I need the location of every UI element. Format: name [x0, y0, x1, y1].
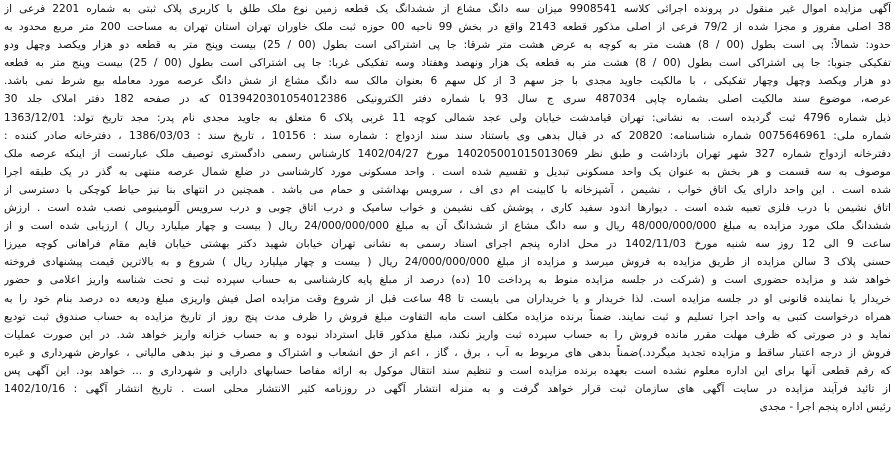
notice-line-19: نماید و در صورتی که ظرف مهلت مقرر مانده فروش را به حساب سپرده ثبت واریز نکند، مبلغ مذکور قابل استرداد نبوده و به حساب خزانه واریز خواهد شد. در این صورت عملیات [4, 328, 891, 341]
notice-line-4: تفکیکی جنوبا: جا پی اشتراکی است بطول (00 / 8) هشت متر به قطعه یک هزار ونهصد وهفتاد وسه تفکیکی غربا: جا پی اشتراکی است بطول (00 / 25) بیست وپنج متر به قطعه [4, 57, 891, 70]
notice-line-7: ذیل شماره 4796 ثبت گردیده است. به نشانی: تهران قیامدشت خیابان ولی عجد شمالی کوچه 11 غربی پلاک 6 متعلق به جاوید مجدی نام پدر: مجد تاریخ تولد: 1363/12/01 [4, 111, 891, 124]
notice-line-20: فروش از درجه اعتبار ساقط و مزایده تجدید میگردد.)ضمناً بدهی های مربوط به آب ، برق ، گاز ، اعم از حق انشعاب و اشتراک و مصرف و نیز بدهی مالیاتی ، عوارض شهرداری و غیره [4, 346, 891, 359]
notice-line-12: اتاق نشیمن با درب فلزی تعبیه شده است . دیوارها اندود سفید کاری ، پوشش کف نشیمن و خواب سامیک و درب اتاق چوبی و درب سرویس آلومینیومی نصب شده است . ارزش [4, 202, 891, 215]
notice-signature-line: رئیس اداره پنجم اجرا - مجدی [759, 401, 891, 414]
notice-line-6: عرصه، موضوع سند مالکیت اصلی بشماره چاپی 487034 سری ج سال 93 با شماره دفتر الکترونیکی 013942030105401238​6 که در صفحه 182 دفتر املاک جلد 30 [4, 93, 891, 106]
notice-line-14: ساعت 9 الی 12 روز سه شنبه مورخ 1402/11/03 در محل اداره پنجم اجرای اسناد رسمی به نشانی تهران خیابان شهید دکتر بهشتی خیابان قایم مقام فراهانی کوچه میرزا [4, 238, 891, 251]
notice-line-22: از تائید فرآیند مزایده در سایت آگهی های سازمان ثبت قرار خواهد گرفت و به منزله انتشار آگهی در روزنامه کثیر الانتشار محلی است . تاریخ انتشار آگهی : 1402/10/16 [4, 382, 891, 395]
notice-line-15: حسنی پلاک 3 سالن مزایده از طریق مزایده به فروش میرسد و مزایده از مبلغ 24/000/000/000 ریال ( بیست و چهار میلیارد ریال ) شروع و به بالاترین قیمت پیشنهادی فروخته [4, 256, 891, 269]
auction-notice-document [4, 0, 891, 471]
notice-line-17: خریدار یا نماینده قانونی او در جلسه مزایده است. لذا خریدار و یا خریداران می بایست تا 48 ساعت قبل از شروع وقت مزایده اصل فیش واریزی مبلغ ودیعه ده درصد بنام خود را به [4, 292, 891, 305]
notice-line-3: حدود: شمالاً: پی است بطول (00 / 8) هشت متر به کوچه به عرض هشت متر شرقا: جا پی اشتراکی است بطول (00 / 25) بیست وپنج متر به قطعه دو هزار ویکصد وچهل ودو [4, 39, 891, 52]
notice-line-16: خواهد شد و مزایده حضوری است و (شرکت در جلسه مزایده منوط به پرداخت 10 (ده) درصد از مبلغ پایه کارشناسی به حساب سپرده ثبت و تحت شناسه واریز اعلامی و حضور [4, 274, 891, 287]
notice-line-2: 38 اصلی مفروز و مجزا شده از 79/2 فرعی از اصلی مذکور قطعه 2143 واقع در بخش 99 ناحیه 00 حوزه ثبت ملک خاوران تهران استان تهران به مساحت 200 متر مربع محدود به [4, 21, 891, 34]
notice-line-5: دو هزار ویکصد وچهل وچهار تفکیکی ، با مالکیت جاوید مجدی با جز سهم 3 از کل سهم 6 بعنوان مالک سه دانگ مشاع از شش دانگ عرصه مورد معامله بیع شرط نمی باشد. [4, 75, 891, 88]
notice-line-9: دفترخانه ازدواج شماره 327 شهر تهران بازداشت و طبق نظر 140205001015013069 مورخ 1402/04/27 کارشناس رسمی دادگستری توصیف ملک عبارتست از اینکه عرصه ملک [4, 147, 891, 160]
notice-line-1: آگهی مزایده اموال غیر منقول در پرونده اجرائی کلاسه 9908541 میزان سه دانگ مشاع از ششدانگ یک قطعه زمین نوع ملک طلق با کاربری پلاک ثبتی به شماره 2201 فرعی از [4, 3, 891, 15]
notice-line-13: ششدانگ ملک مورد مزایده به مبلغ 48/000/000/000 ریال و سه دانگ مشاع از ششدانگ آن به مبلغ 24/000/000/000 ریال ( بیست و چهار میلیارد ریال ) ارزیابی شده است و از [4, 220, 891, 233]
notice-line-18: همراه درخواست کتبی به واحد اجرا تسلیم و ثبت نمایند. ضمناً برنده مزایده مکلف است مابه التفاوت مبلغ فروش را ظرف مدت پنج روز از تاریخ مزایده به حساب صندوق ثبت تودیع [4, 310, 891, 323]
notice-line-11: شده است . این واحد دارای یک اتاق خواب ، نشیمن ، آشپزخانه با کابینت ام دی اف ، سرویس بهداشتی و حمام می باشد . همچنین در انتهای بنا نیز حیاط کوچکی با دسترسی از [4, 183, 891, 196]
notice-line-8: شماره ملی: 0075646961 شماره شناسنامه: 20820 که در قبال بدهی وی باستناد سند سند ازدواج : شماره سند : 10156 ، تاریخ سند : 1386/03/03 ، دفترخانه صادر کننده : [4, 129, 891, 142]
notice-line-21: که رقم قطعی آنها برای این اداره معلوم نشده است بعهده برنده مزایده است و تنظیم سند انتقال موکول به ارائه مفاصا حسابهای دارایی و شهرداری و ... خواهد بود. این آگهی پس [4, 364, 891, 377]
notice-line-10: موصوف به سه قسمت و هر بخش به عنوان یک واحد مسکونی تبدیل و تقسیم شده است . واحد مسکونی مورد کارشناسی در ضلع شمال عرصه منتهی به گذر در یک طبقه اجرا [4, 165, 891, 178]
